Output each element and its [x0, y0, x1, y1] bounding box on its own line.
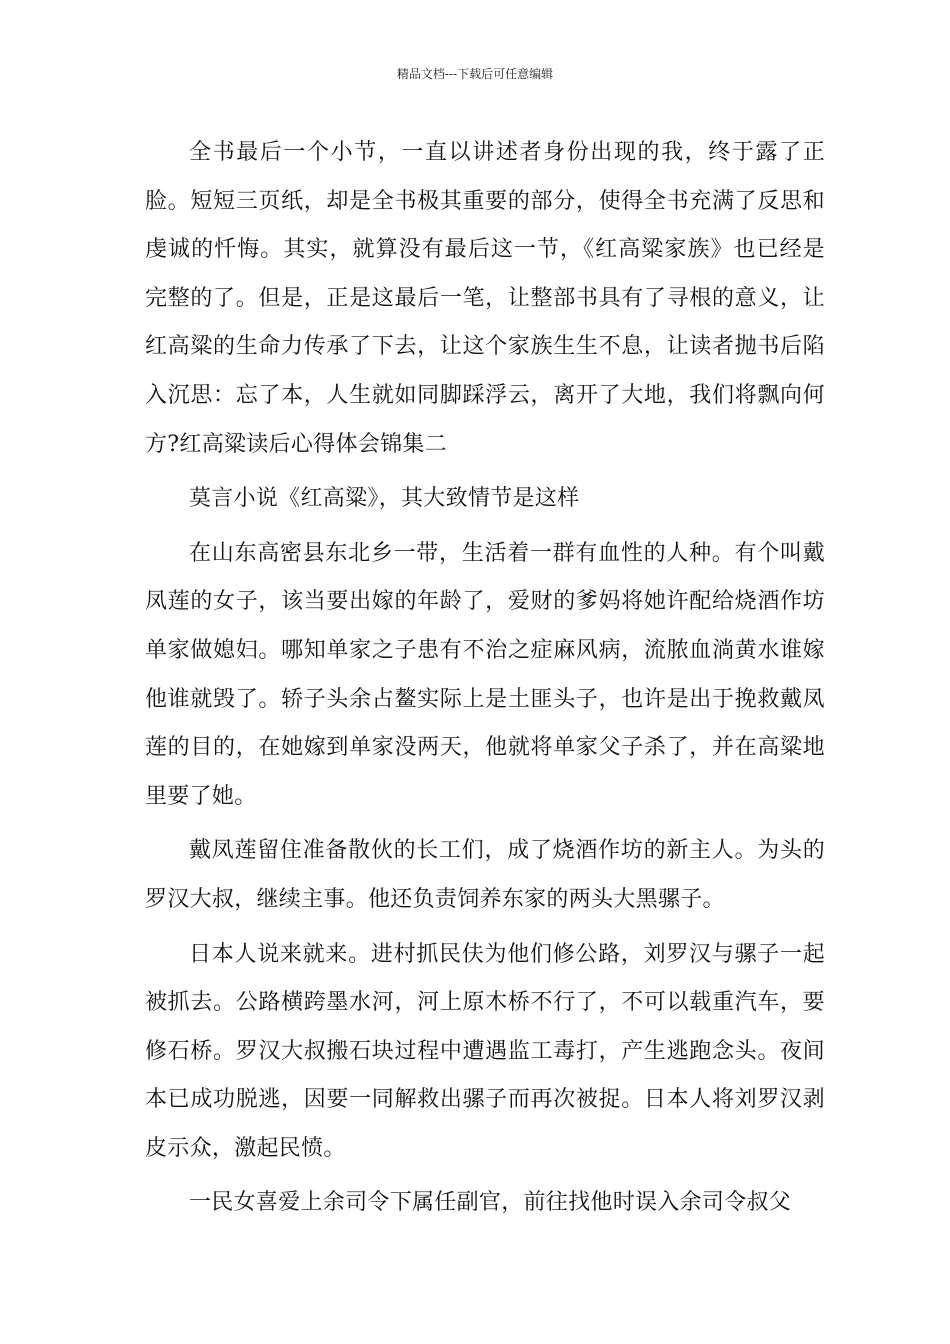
paragraph: 戴凤莲留住准备散伙的长工们，成了烧酒作坊的新主人。为头的罗汉大叔，继续主事。他还负责饲养东家的两头大黑骡子。: [145, 838, 825, 912]
paragraph: 全书最后一个小节，一直以讲述者身份出现的我，终于露了正脸。短短三页纸，却是全书极其重要的部分，使得全书充满了反思和虔诚的忏悔。其实，就算没有最后这一节，《红高粱家族》也已经是完整的了。但是，正是这最后一笔，让整部书具有了寻根的意义，让红高粱的生命力传承了下去，让这个家族生生不息，让读者抛书后陷入沉思：忘了本，人生就如同脚踩浮云，离开了大地，我们将飘向何方?红高粱读后心得体会锦集二: [145, 140, 825, 457]
paragraph: 莫言小说《红高粱》，其大致情节是这样: [189, 486, 580, 512]
paragraph: 一民女喜爱上余司令下属任副官，前往找他时误入余司令叔父: [189, 1190, 792, 1216]
paragraph: 在山东高密县东北乡一带，生活着一群有血性的人种。有个叫戴凤莲的女子，该当要出嫁的年龄了，爱财的爹妈将她许配给烧酒作坊单家做媳妇。哪知单家之子患有不治之症麻风病，流脓血淌黄水谁嫁他谁就毁了。轿子头余占鳌实际上是土匪头子，也许是出于挽救戴凤莲的目的，在她嫁到单家没两天，他就将单家父子杀了，并在高粱地里要了她。: [145, 540, 825, 809]
paragraph: 日本人说来就来。进村抓民伕为他们修公路，刘罗汉与骡子一起被抓去。公路横跨墨水河，河上原木桥不行了，不可以载重汽车，要修石桥。罗汉大叔搬石块过程中遭遇监工毒打，产生逃跑念头。夜间本已成功脱逃，因要一同解救出骡子而再次被捉。日本人将刘罗汉剥皮示众，激起民愤。: [145, 941, 825, 1161]
document-body: [145, 129, 825, 1228]
page-header: 精品文档---下载后可任意编辑: [396, 67, 554, 81]
